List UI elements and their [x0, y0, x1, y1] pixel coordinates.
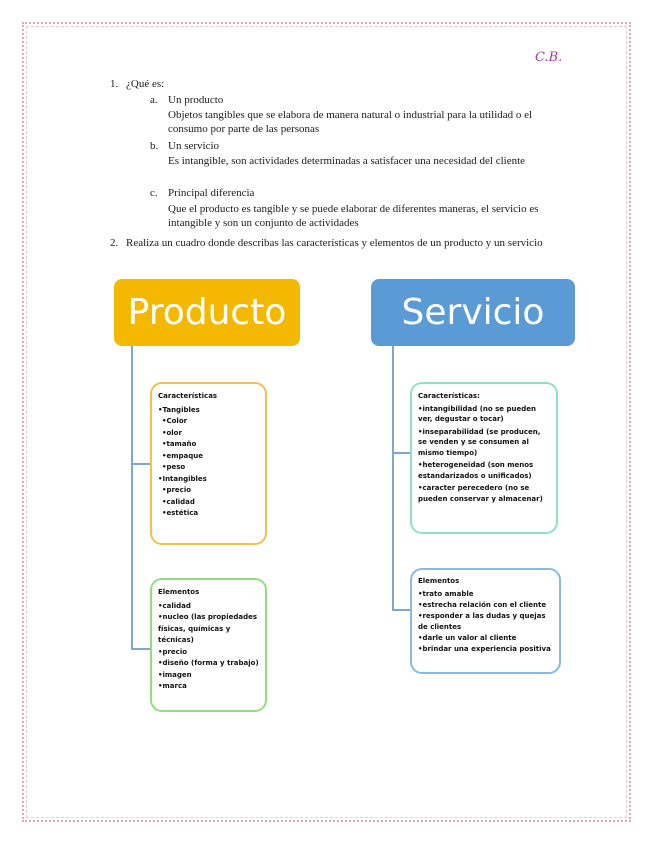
q1-a-letter: a. — [150, 94, 158, 106]
producto-elementos-heading: Elementos — [158, 588, 200, 596]
producto-branch-2 — [131, 648, 151, 650]
list-item: •estrecha relación con el cliente — [418, 601, 547, 609]
q1-a-body: Objetos tangibles que se elabora de manera natural o industrial para la utilidad o el consumo por parte de las personas — [168, 109, 533, 135]
q1-number: 1. — [110, 78, 119, 90]
list-item: •precio — [158, 647, 188, 656]
list-item: •marca — [158, 682, 187, 690]
producto-branch-1 — [131, 463, 151, 465]
list-item: •diseño (forma y trabajo) — [158, 659, 259, 667]
list-item: •nucleo (las propiedades físicas, químicas y técnicas) — [158, 613, 257, 644]
list-item: •imagen — [158, 670, 192, 679]
servicio-elementos-box — [410, 568, 561, 674]
q1-c-letter: c. — [150, 187, 158, 199]
q2-text: Realiza un cuadro donde describas las características y elementos de un producto y un servicio — [126, 237, 543, 249]
author-initials: C.B. — [535, 50, 563, 65]
list-item: •intangibilidad (no se pueden ver, degustar o tocar) — [418, 404, 536, 423]
list-item: •brindar una experiencia positiva — [418, 645, 551, 653]
list-item: •empaque — [162, 451, 203, 460]
q1-c-body: Que el producto es tangible y se puede elaborar de diferentes maneras, el servicio es intangible y son un conjunto de actividades — [168, 203, 539, 229]
servicio-caracteristicas-box — [410, 382, 558, 534]
list-item: •trato amable — [418, 590, 474, 598]
list-item: •calidad — [158, 601, 191, 610]
list-item: •inseparabilidad (se producen, se venden y se consumen al mismo tiempo) — [418, 427, 541, 457]
producto-connector — [131, 345, 133, 650]
list-item: •peso — [162, 463, 186, 471]
list-item: •Intangibles — [158, 474, 207, 483]
list-item: •darle un valor al cliente — [418, 634, 517, 642]
list-item: •Color — [162, 417, 188, 425]
list-item: •responder a las dudas y quejas de clientes — [418, 612, 546, 631]
list-item: •tamaño — [162, 440, 197, 448]
list-item: •caracter perecedero (no se pueden conservar y almacenar) — [418, 484, 543, 503]
q2-number: 2. — [110, 237, 119, 249]
list-item: •precio — [162, 486, 192, 494]
list-item: •Tangibles — [158, 405, 200, 414]
producto-caracteristicas-heading: Características — [158, 392, 218, 400]
q1-c-title: Principal diferencia — [168, 187, 255, 199]
list-item: •heterogeneidad (son menos estandarizados o unificados) — [418, 461, 534, 480]
q1-text: ¿Qué es: — [126, 78, 165, 90]
list-item: •calidad — [162, 497, 195, 506]
servicio-branch-1 — [392, 452, 411, 454]
servicio-branch-2 — [392, 609, 411, 611]
q1-a-title: Un producto — [168, 94, 224, 106]
producto-elementos-box — [150, 578, 267, 712]
list-item: •estética — [162, 509, 199, 517]
list-item: •olor — [162, 428, 182, 437]
q1-b-letter: b. — [150, 140, 159, 152]
producto-caracteristicas-box — [150, 382, 267, 545]
servicio-caracteristicas-heading: Características: — [418, 392, 480, 400]
producto-title: Producto — [114, 279, 300, 346]
q1-b-body: Es intangible, son actividades determinadas a satisfacer una necesidad del cliente — [168, 155, 526, 167]
servicio-elementos-heading: Elementos — [418, 577, 460, 585]
servicio-title: Servicio — [371, 279, 575, 346]
servicio-connector — [392, 345, 394, 611]
q1-b-title: Un servicio — [168, 140, 220, 152]
